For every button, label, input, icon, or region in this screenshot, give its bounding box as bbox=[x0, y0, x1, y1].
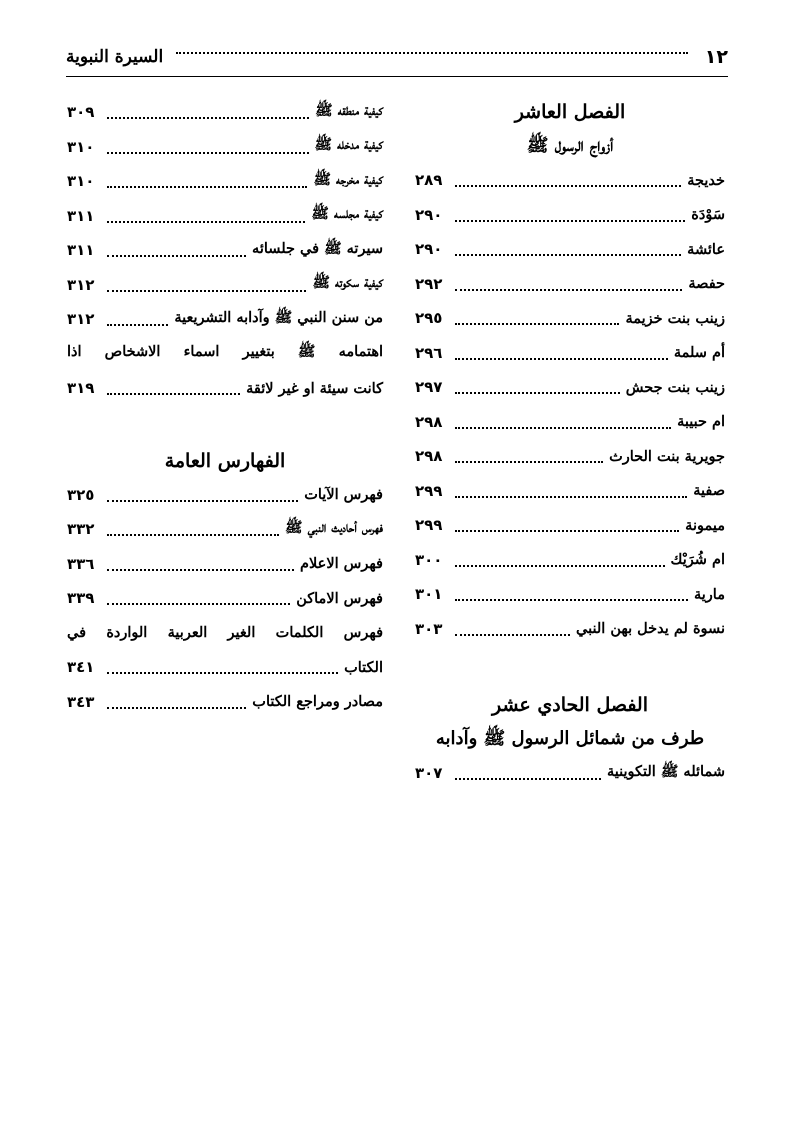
leader-dots bbox=[455, 496, 687, 498]
leader-dots bbox=[107, 569, 294, 571]
leader-dots bbox=[107, 255, 246, 257]
page-number: ١٢ bbox=[704, 46, 728, 68]
toc-entry[interactable] bbox=[67, 512, 383, 547]
toc-entry-title: ميمونة bbox=[685, 516, 725, 534]
toc-entry[interactable] bbox=[67, 233, 383, 268]
toc-entry-title: ام شُرَيْك bbox=[670, 551, 725, 569]
leader-dots bbox=[107, 152, 309, 154]
toc-entry-title: من سنن النبي ﷺ وآدابه التشريعية bbox=[174, 308, 383, 326]
toc-entry-page: ٣١١ bbox=[67, 206, 95, 225]
leader-dots bbox=[107, 186, 307, 188]
toc-entry-title: سيرته ﷺ في جلسائه bbox=[252, 239, 383, 257]
chapter-10-heading: الفصل العاشر bbox=[514, 101, 626, 123]
toc-entry-wrapped-index-line1[interactable] bbox=[67, 616, 383, 651]
leader-dots bbox=[455, 461, 603, 463]
toc-entry[interactable] bbox=[67, 268, 383, 303]
toc-entry-page: ٢٩٧ bbox=[415, 378, 443, 397]
toc-entry[interactable] bbox=[67, 164, 383, 199]
toc-entry[interactable] bbox=[415, 301, 725, 336]
leader-dots bbox=[455, 254, 681, 256]
toc-entry-title: كيفية سكوته ﷺ bbox=[312, 274, 383, 292]
toc-entry-page: ٣٠٣ bbox=[415, 619, 443, 638]
leader-dots bbox=[455, 634, 570, 636]
toc-entry[interactable] bbox=[415, 508, 725, 543]
toc-entry-page: ٢٨٩ bbox=[415, 171, 443, 190]
toc-entry-title: نسوة لم يدخل بهن النبي bbox=[576, 620, 725, 638]
chapter-11-entries bbox=[415, 756, 725, 791]
toc-entry-title: فهرس أحاديث النبي ﷺ bbox=[285, 518, 383, 536]
toc-entry-page: ٢٩٠ bbox=[415, 205, 443, 224]
toc-entry-page: ٢٩٠ bbox=[415, 240, 443, 259]
running-header bbox=[66, 40, 728, 72]
toc-entry-title: فهرس الاماكن bbox=[296, 589, 383, 607]
leader-dots bbox=[455, 185, 681, 187]
toc-entry-page: ٣٠٩ bbox=[67, 103, 95, 122]
toc-entry[interactable] bbox=[415, 756, 725, 791]
toc-entry-page: ٢٩٨ bbox=[415, 447, 443, 466]
toc-entry[interactable] bbox=[415, 474, 725, 509]
toc-entry[interactable] bbox=[415, 577, 725, 612]
toc-entry[interactable] bbox=[415, 439, 725, 474]
header-rule bbox=[66, 76, 728, 77]
toc-entry[interactable] bbox=[415, 370, 725, 405]
toc-entry-page: ٣١٩ bbox=[67, 379, 95, 398]
leader-dots bbox=[107, 672, 338, 674]
toc-entry[interactable] bbox=[415, 163, 725, 198]
leader-dots bbox=[455, 565, 665, 567]
final-entries bbox=[67, 685, 383, 720]
toc-entry[interactable] bbox=[67, 581, 383, 616]
toc-entry-title: كيفية مجلسه ﷺ bbox=[311, 205, 383, 223]
toc-entry-title: شمائله ﷺ التكوينية bbox=[606, 762, 725, 780]
toc-entry-wrapped-index-line2[interactable] bbox=[67, 650, 383, 685]
toc-entry[interactable] bbox=[67, 685, 383, 720]
toc-entry[interactable] bbox=[415, 336, 725, 371]
leader-dots bbox=[107, 290, 306, 292]
toc-right-column bbox=[415, 95, 725, 791]
leader-dots bbox=[455, 778, 601, 780]
toc-entry-wrapped-line1[interactable] bbox=[67, 337, 383, 372]
toc-entry-page: ٣٣٢ bbox=[67, 520, 95, 539]
toc-left-column bbox=[67, 95, 383, 719]
toc-entry-title: كيفية مخرجه ﷺ bbox=[313, 170, 383, 188]
leader-dots bbox=[455, 599, 688, 601]
toc-entry-page: ٢٩٩ bbox=[415, 481, 443, 500]
toc-entry[interactable] bbox=[67, 95, 383, 130]
toc-entry[interactable] bbox=[67, 478, 383, 513]
toc-entry-title: زينب بنت خزيمة bbox=[625, 309, 725, 327]
toc-entry-page: ٣٤٣ bbox=[67, 692, 95, 711]
toc-entry-title: اهتمامه ﷺ بتغيير اسماء الاشخاص اذا bbox=[67, 343, 383, 361]
toc-entry-page: ٢٩٨ bbox=[415, 412, 443, 431]
toc-entry-title: كيفية منطقه ﷺ bbox=[315, 101, 383, 119]
chapter-11-heading: الفصل الحادي عشر bbox=[492, 694, 648, 716]
toc-entry-title: كيفية مدخله ﷺ bbox=[314, 136, 383, 154]
toc-entry-title: سَوْدَة bbox=[691, 206, 725, 224]
toc-entry[interactable] bbox=[67, 547, 383, 582]
toc-entry-page: ٣١١ bbox=[67, 241, 95, 260]
leader-dots bbox=[107, 534, 279, 536]
leader-dots bbox=[107, 117, 309, 119]
leader-dots bbox=[455, 530, 679, 532]
chapter-10-entries bbox=[415, 163, 725, 646]
toc-entry-title: فهرس الاعلام bbox=[300, 555, 383, 573]
chapter-10-subheading: أزواج الرسول ﷺ bbox=[526, 135, 614, 156]
toc-entry-title: صفية bbox=[693, 482, 725, 500]
leader-dots bbox=[107, 707, 246, 709]
leader-dots bbox=[107, 221, 305, 223]
leader-dots bbox=[455, 220, 685, 222]
leader-dots bbox=[107, 603, 290, 605]
toc-entry-title: عائشة bbox=[687, 240, 725, 258]
leader-dots bbox=[107, 500, 298, 502]
toc-entry-page: ٣٠٧ bbox=[415, 764, 443, 783]
leader-dots bbox=[107, 393, 240, 395]
toc-entry-page: ٣٠٠ bbox=[415, 550, 443, 569]
toc-entry-title: كانت سيئة او غير لائقة bbox=[246, 379, 383, 397]
toc-entry[interactable] bbox=[67, 199, 383, 234]
toc-entry[interactable] bbox=[415, 612, 725, 647]
toc-entry-page: ٣١٠ bbox=[67, 137, 95, 156]
toc-entry-page: ٣٠١ bbox=[415, 585, 443, 604]
toc-entry[interactable] bbox=[415, 543, 725, 578]
toc-entry-title: فهرس الآيات bbox=[304, 486, 383, 504]
leader-dots bbox=[107, 324, 168, 326]
toc-entry-page: ٢٩٢ bbox=[415, 274, 443, 293]
leader-dots bbox=[455, 289, 682, 291]
chapter-11-continued-entries bbox=[67, 95, 383, 337]
toc-entry-title: فهرس الكلمات الغير العربية الواردة في bbox=[67, 624, 383, 642]
header-leader-dots bbox=[176, 52, 688, 54]
toc-entry-title: زينب بنت جحش bbox=[625, 378, 725, 396]
toc-entry-page: ٢٩٥ bbox=[415, 309, 443, 328]
toc-entry-page: ٣١٢ bbox=[67, 275, 95, 294]
index-entries bbox=[67, 478, 383, 616]
toc-entry-page: ٢٩٩ bbox=[415, 516, 443, 535]
toc-entry[interactable] bbox=[415, 232, 725, 267]
chapter-11-subheading: طرف من شمائل الرسول ﷺ وآدابه bbox=[435, 728, 705, 749]
toc-entry-title: خديجة bbox=[687, 171, 725, 189]
toc-entry-title: حفصة bbox=[688, 275, 725, 293]
toc-entry-page: ٣٣٦ bbox=[67, 554, 95, 573]
leader-dots bbox=[455, 323, 619, 325]
toc-entry-page: ٣٢٥ bbox=[67, 485, 95, 504]
book-title: السيرة النبوية bbox=[66, 47, 164, 67]
toc-entry-title: مارية bbox=[694, 585, 725, 603]
toc-entry-title: جويرية بنت الحارث bbox=[609, 447, 725, 465]
toc-entry-page: ٣١٢ bbox=[67, 310, 95, 329]
leader-dots bbox=[455, 427, 671, 429]
toc-entry[interactable] bbox=[67, 130, 383, 165]
toc-entry[interactable] bbox=[415, 405, 725, 440]
toc-entry-title: ام حبيبة bbox=[677, 413, 725, 431]
toc-entry-page: ٢٩٦ bbox=[415, 343, 443, 362]
toc-entry-page: ٣١٠ bbox=[67, 172, 95, 191]
toc-entry-title: أم سلمة bbox=[673, 344, 725, 362]
toc-entry[interactable] bbox=[415, 198, 725, 233]
toc-entry-title: مصادر ومراجع الكتاب bbox=[252, 693, 383, 711]
leader-dots bbox=[455, 392, 620, 394]
toc-entry-page: ٣٣٩ bbox=[67, 589, 95, 608]
toc-entry-title: الكتاب bbox=[344, 658, 383, 676]
toc-entry[interactable] bbox=[415, 267, 725, 302]
general-indexes-heading: الفهارس العامة bbox=[164, 449, 286, 472]
toc-entry-page: ٣٤١ bbox=[67, 658, 95, 677]
leader-dots bbox=[455, 358, 668, 360]
toc-entry-wrapped-line2[interactable] bbox=[67, 371, 383, 406]
toc-entry[interactable] bbox=[67, 302, 383, 337]
